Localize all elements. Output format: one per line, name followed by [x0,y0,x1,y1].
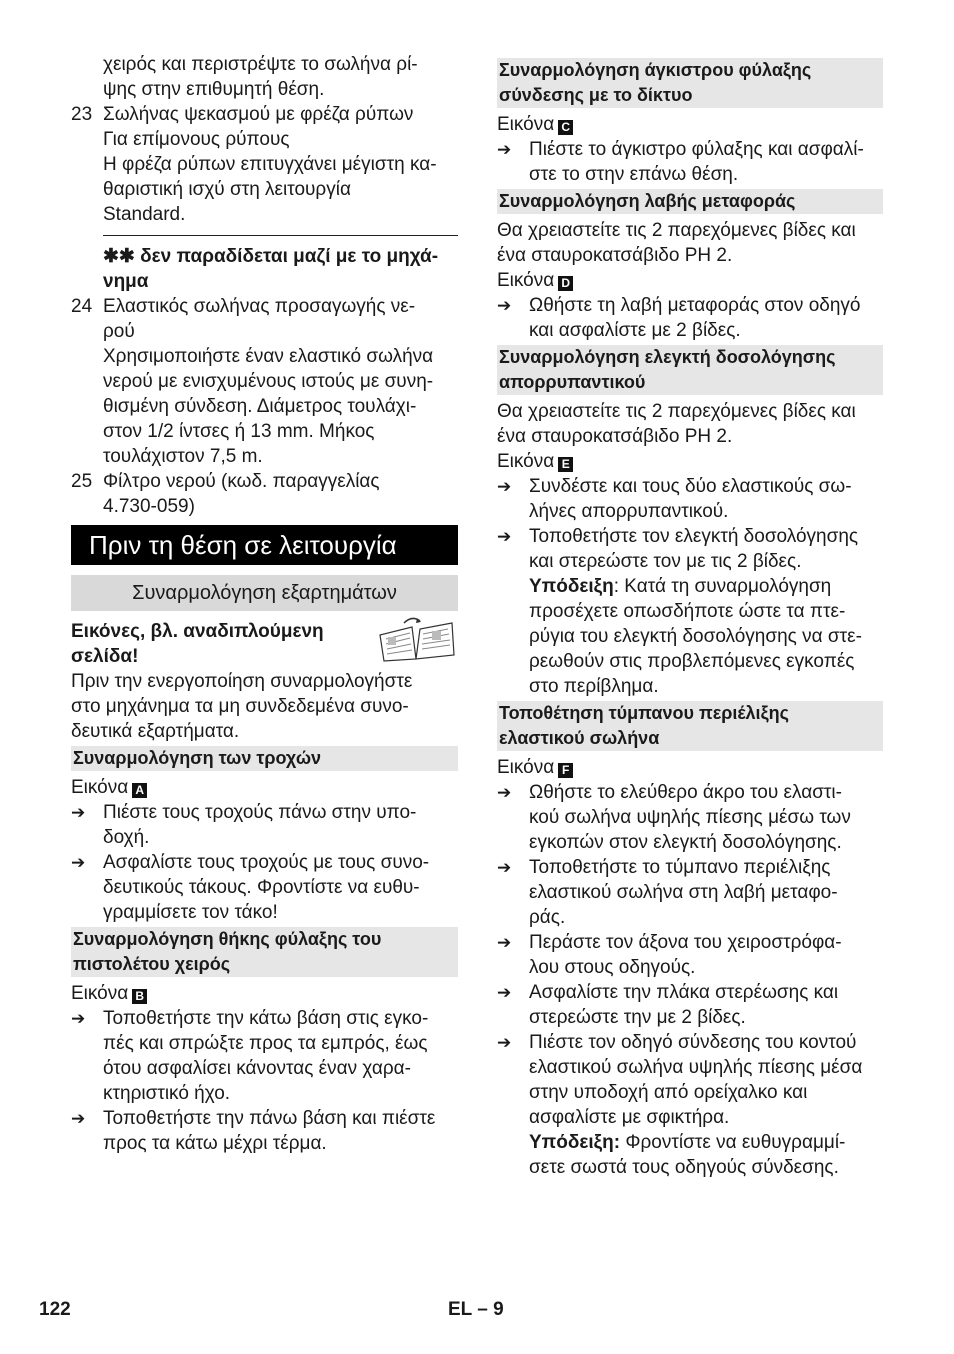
step-item: ➔ Συνδέστε και τους δύο ελαστικούς σω- λήνες απορρυπαντικού. [497,476,852,522]
right-column [497,52,883,1180]
arrow-right-icon: ➔ [71,803,86,822]
step-item: ➔ Πιέστε τον οδηγό σύνδεσης του κοντού ελαστικού σωλήνα υψηλής πίεσης μέσα στην υποδοχή από ορείχαλκο και ασφαλίστε με σφικτήρα. Υπόδειξη: Φροντίστε να ευθυγραμμί- σετε σωστά τους οδηγούς σύνδεσης. [497,1030,883,1180]
arrow-right-icon: ➔ [71,853,86,872]
handle-heading: Συναρμολόγηση λαβής μεταφοράς [497,189,883,214]
step-item: ➔ Ασφαλίστε τους τροχούς με τους συνο- δευτικούς τάκους. Φροντίστε να ευθυ- γραμμίσετε τον τάκο! [71,852,430,923]
intro-text: χειρός και περιστρέψτε το σωλήνα ρί- ψης στην επιθυμητή θέση. [103,54,418,100]
figure-ref-a: Εικόνα A [71,775,458,800]
arrow-right-icon: ➔ [497,527,512,546]
figure-letter-badge: D [558,276,573,291]
step-item: ➔ Ασφαλίστε την πλάκα στερέωσης και στερεώστε την με 2 βίδες. [497,982,839,1028]
step-item: ➔ Περάστε τον άξονα του χειροστρόφα- λου στους οδηγούς. [497,932,842,978]
section-heading: Πριν τη θέση σε λειτουργία [71,525,458,565]
arrow-right-icon: ➔ [71,1109,86,1128]
arrow-right-icon: ➔ [497,477,512,496]
step-item: ➔ Ωθήστε το ελεύθερο άκρο του ελαστι- κού σωλήνα υψηλής πίεσης μέσω των εγκοπών στον ελεγκτή δοσολόγησης. [497,782,851,853]
step-item: ➔ Τοποθετήστε την κάτω βάση στις εγκο- πές και σπρώξτε προς τα εμπρός, έως ότου ασφαλίσει κάνοντας έναν χαρα- κτηριστικό ήχο. [71,1008,429,1104]
reel-heading: Τοποθέτηση τύμπανου περιέλιξης ελαστικού σωλήνα [497,701,883,751]
page-number: 122 [39,1299,71,1320]
left-column [71,52,458,1156]
figure-ref-b: Εικόνα B [71,981,458,1006]
figure-letter-badge: B [132,989,147,1004]
arrow-right-icon: ➔ [497,783,512,802]
hook-heading: Συναρμολόγηση άγκιστρου φύλαξης σύνδεσης με το δίκτυο [497,58,883,108]
foldout-note: Εικόνες, βλ. αναδιπλούμενη σελίδα! [71,619,458,669]
holster-heading: Συναρμολόγηση θήκης φύλαξης του πιστολέτου χειρός [71,927,458,977]
divider [103,235,458,236]
list-item-23: 23 Σωλήνας ψεκασμού με φρέζα ρύπων Για επίμονους ρύπους Η φρέζα ρύπων επιτυγχάνει μέγιστη κα- θαριστική ισχύ στη λειτουργία Standard. [71,104,437,225]
not-included-note: ✱✱ δεν παραδίδεται μαζί με το μηχά- νημα [103,246,439,292]
step-item: ➔ Τοποθετήστε τον ελεγκτή δοσολόγησης και στερεώστε τον με τις 2 βίδες. Υπόδειξη: Κατά τη συναρμολόγηση προσέχετε οπωσδήποτε ώστε τα πτε- ρύγια του ελεγκτή δοσολόγησης να στε- ρεωθούν στις προβλεπόμενες εγκοπές στο περίβλημα. [497,524,883,699]
arrow-right-icon: ➔ [497,983,512,1002]
step-item: ➔ Ωθήστε τη λαβή μεταφοράς στον οδηγό και ασφαλίστε με 2 βίδες. [497,295,861,341]
foldout-body: Πριν την ενεργοποίηση συναρμολογήστε στο μηχάνημα τα μη συνδεδεμένα συνο- δευτικά εξαρτήματα. [71,671,413,742]
step-item: ➔ Πιέστε το άγκιστρο φύλαξης και ασφαλί- στε το στην επάνω θέση. [497,139,864,185]
figure-letter-badge: A [132,783,147,798]
list-item-25: 25 Φίλτρο νερού (κωδ. παραγγελίας 4.730-059) [71,471,380,517]
figure-letter-badge: F [558,763,573,778]
hint-text: Υπόδειξη: Φροντίστε να ευθυγραμμί- [529,1132,846,1153]
figure-letter-badge: E [558,457,573,472]
list-item-24: 24 Ελαστικός σωλήνας προσαγωγής νε- ρού Χρησιμοποιήστε έναν ελαστικό σωλήνα νερού με ενισχυμένους ιστούς με συνη- θισμένη σύνδεση. Διάμετρος τουλάχι- στον 1/2 ίντσες ή 13 mm. Μήκος τουλάχιστον 7,5 m. [71,296,434,467]
arrow-right-icon: ➔ [497,1033,512,1052]
step-item: ➔ Τοποθετήστε το τύμπανο περιέλιξης ελαστικού σωλήνα στη λαβή μεταφο- ράς. [497,857,838,928]
subsection-heading: Συναρμολόγηση εξαρτημάτων [71,575,458,611]
arrow-right-icon: ➔ [497,933,512,952]
arrow-right-icon: ➔ [497,858,512,877]
open-book-icon [374,615,458,663]
arrow-right-icon: ➔ [497,140,512,159]
figure-ref-e: Εικόνα E [497,449,883,474]
detergent-body: Θα χρειαστείτε τις 2 παρεχόμενες βίδες και ένα σταυροκατσάβιδο PH 2. [497,401,856,447]
wheels-heading: Συναρμολόγηση των τροχών [71,746,458,771]
handle-body: Θα χρειαστείτε τις 2 παρεχόμενες βίδες και ένα σταυροκατσάβιδο PH 2. [497,220,856,266]
detergent-heading: Συναρμολόγηση ελεγκτή δοσολόγησης απορρυπαντικού [497,345,883,395]
step-item: ➔ Πιέστε τους τροχούς πάνω στην υπο- δοχή. [71,802,417,848]
arrow-right-icon: ➔ [71,1009,86,1028]
figure-ref-c: Εικόνα C [497,112,883,137]
hint-text: Υπόδειξη: Κατά τη συναρμολόγηση [529,576,832,597]
figure-ref-f: Εικόνα F [497,755,883,780]
step-item: ➔ Τοποθετήστε την πάνω βάση και πιέστε προς τα κάτω μέχρι τέρμα. [71,1108,436,1154]
figure-letter-badge: C [558,120,573,135]
arrow-right-icon: ➔ [497,296,512,315]
figure-ref-d: Εικόνα D [497,268,883,293]
language-page-label: EL – 9 [448,1299,504,1320]
